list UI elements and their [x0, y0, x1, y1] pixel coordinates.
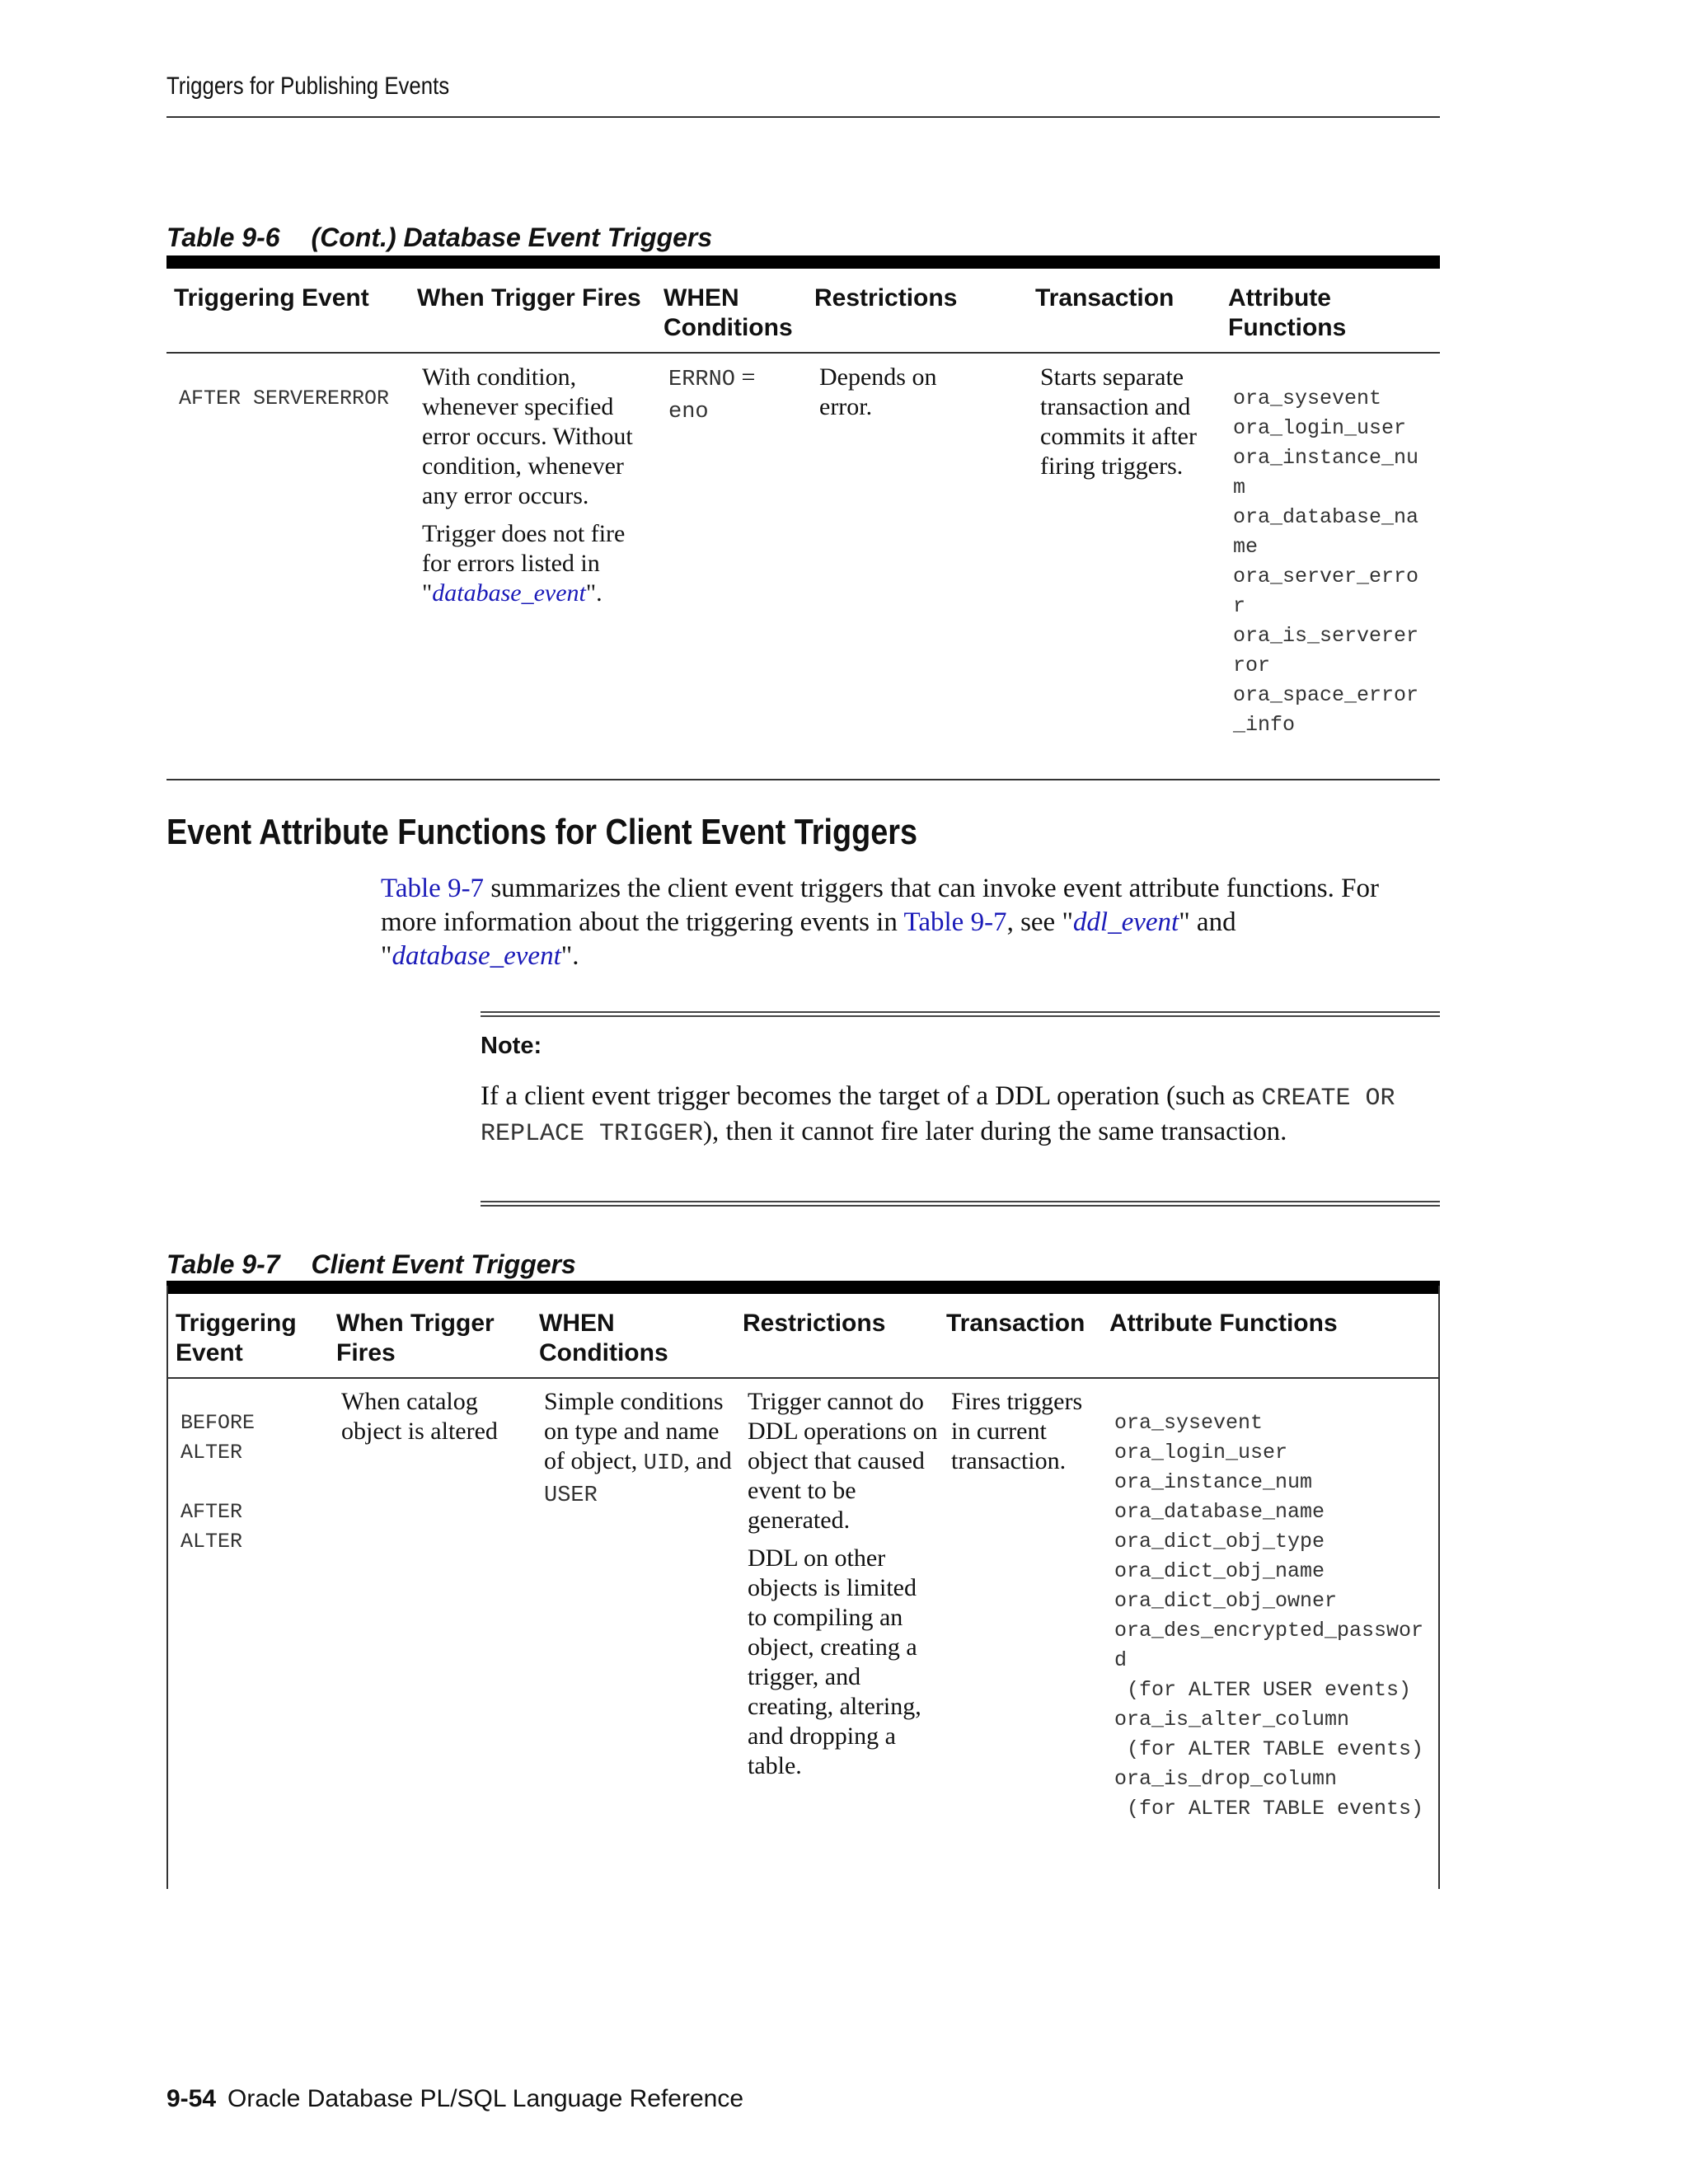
database-event-link[interactable] [392, 941, 560, 971]
cell-transaction: Fires triggers in current transaction. [951, 1388, 1083, 1474]
note-label: Note: [481, 1033, 542, 1059]
database-event-link[interactable] [432, 579, 586, 607]
header-line: When Trigger [336, 1310, 495, 1337]
cell-restrictions: Depends on error. [819, 363, 937, 420]
header-when-conditions [539, 1309, 668, 1368]
link-text: database_event [432, 579, 586, 607]
table-top-rule [166, 255, 1440, 269]
note-body [481, 1080, 1420, 1151]
when-text: , and [683, 1447, 732, 1474]
header-line: Conditions [663, 314, 793, 341]
restrictions-paragraph: DDL on other objects is limited to compiling an object, creating a trigger, and creating, altering, and dropping a table. [748, 1544, 921, 1779]
header-bottom-rule [166, 1377, 1440, 1379]
intro-text: ". [560, 941, 579, 971]
book-title: Oracle Database PL/SQL Language Reference [227, 2085, 744, 2112]
restrictions-paragraph: Trigger cannot do DDL operations on object that caused event to be generated. [748, 1388, 938, 1534]
cell-restrictions [748, 1387, 941, 1781]
header-triggering-event: Triggering Event [174, 284, 369, 312]
cell-attribute-functions: ora_sysevent ora_login_user ora_instance_num ora_database_name ora_dict_obj_type ora_dict_obj_name ora_dict_obj_owner ora_des_encrypted_passwor d (for ALTER USER events) ora_is_alter_column (for ALTER TABLE events) ora_is_drop_column (for ALTER TABLE events) [1114, 1411, 1424, 1821]
note-text: If a client event trigger becomes the target of a DDL operation (such as [481, 1081, 1262, 1111]
section-heading: Event Attribute Functions for Client Event Triggers [166, 812, 918, 852]
ddl-event-link[interactable] [1073, 907, 1179, 937]
table-number: Table 9-6 [166, 223, 280, 252]
cell-attribute-functions: ora_sysevent ora_login_user ora_instance_nu m ora_database_na me ora_server_erro r ora_is_serverer ror ora_space_error _info [1233, 387, 1419, 737]
fires-text: ". [585, 579, 603, 607]
note-top-rule [481, 1011, 1440, 1017]
header-transaction: Transaction [946, 1310, 1085, 1337]
table-top-rule [166, 1281, 1440, 1294]
fires-paragraph [422, 519, 649, 608]
table-9-7-link[interactable]: Table 9-7 [381, 874, 485, 903]
when-text: Simple conditions on type and name of object, [544, 1388, 724, 1474]
header-line: Attribute [1228, 284, 1331, 312]
equals-sign: = [735, 363, 756, 391]
table-title: Client Event Triggers [311, 1249, 576, 1279]
cell-when-conditions [544, 1387, 738, 1511]
errno-code: ERRNO [668, 368, 736, 392]
header-line: Event [176, 1339, 243, 1366]
table-9-7-link[interactable]: Table 9-7 [903, 907, 1007, 937]
header-transaction: Transaction [1035, 284, 1175, 312]
fires-text: Trigger does not fire for errors listed in " [422, 520, 626, 607]
header-line: Functions [1228, 314, 1347, 341]
header-rule [166, 116, 1440, 118]
header-line: Conditions [539, 1339, 668, 1366]
header-when-trigger-fires: When Trigger Fires [417, 284, 641, 312]
cell-triggering-event: BEFORE ALTER AFTER ALTER [181, 1411, 256, 1554]
header-line: WHEN [539, 1310, 615, 1337]
table-bottom-rule [166, 779, 1440, 780]
table-9-6-caption [166, 223, 712, 253]
page-number: 9-54 [166, 2085, 217, 2112]
link-text: ddl_event [1072, 907, 1179, 937]
table-right-border [1438, 1286, 1440, 1889]
header-bottom-rule [166, 352, 1440, 354]
table-9-7-caption [166, 1249, 576, 1280]
table-left-border [166, 1286, 168, 1889]
header-line: Triggering [176, 1310, 297, 1337]
note-text: ), then it cannot fire later during the same transaction. [703, 1117, 1287, 1146]
header-triggering-event [176, 1309, 297, 1368]
cell-when-trigger-fires: When catalog object is altered [341, 1388, 498, 1445]
eno-code: eno [668, 400, 709, 424]
header-when-trigger-fires [336, 1309, 495, 1368]
cell-transaction: Starts separate transaction and commits it after firing triggers. [1040, 363, 1197, 480]
page-footer [166, 2085, 743, 2113]
intro-paragraph [381, 872, 1395, 973]
cell-when-conditions [668, 363, 809, 427]
running-header: Triggers for Publishing Events [166, 73, 450, 100]
intro-text: " and " [381, 907, 1236, 971]
fires-paragraph: With condition, whenever specified error occurs. Without condition, whenever any error occurs. [422, 363, 633, 509]
intro-text: summarizes the client event triggers that can invoke event attribute functions. For more information about the triggering events in [381, 874, 1379, 937]
header-restrictions: Restrictions [814, 284, 958, 312]
header-restrictions: Restrictions [743, 1310, 886, 1337]
link-text: database_event [392, 941, 561, 971]
header-when-conditions [663, 284, 793, 343]
header-line: WHEN [663, 284, 739, 312]
user-code: USER [544, 1483, 598, 1508]
cell-when-trigger-fires [422, 363, 649, 608]
header-line: Fires [336, 1339, 396, 1366]
table-title: (Cont.) Database Event Triggers [311, 223, 713, 252]
note-code: CREATE OR REPLACE TRIGGER [481, 1085, 1395, 1148]
note-bottom-rule [481, 1201, 1440, 1207]
header-attribute-functions [1228, 284, 1346, 343]
uid-code: UID [643, 1451, 684, 1476]
intro-text: , see " [1006, 907, 1073, 937]
cell-triggering-event: AFTER SERVERERROR [179, 387, 390, 410]
table-number: Table 9-7 [166, 1249, 280, 1279]
header-attribute-functions: Attribute Functions [1109, 1310, 1338, 1337]
